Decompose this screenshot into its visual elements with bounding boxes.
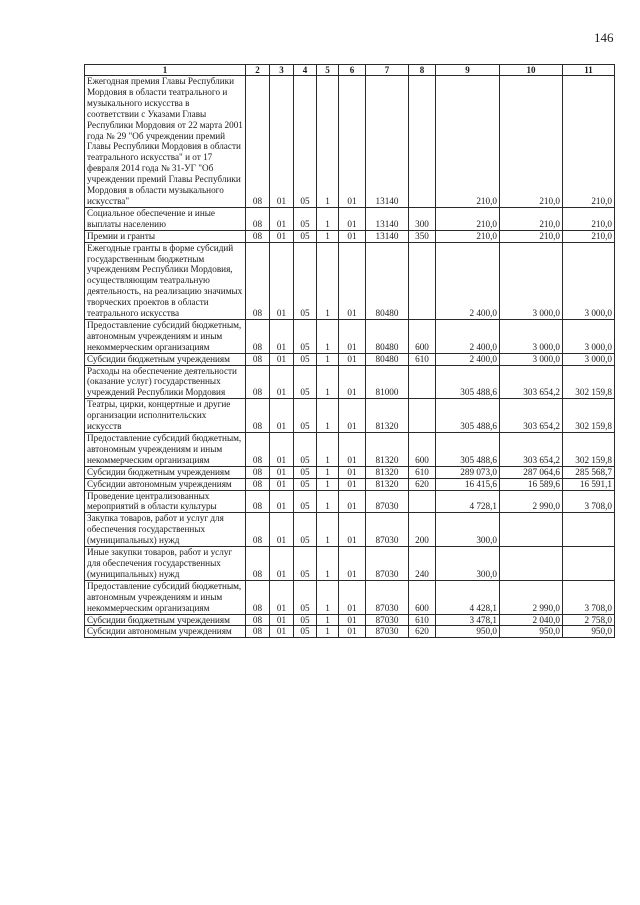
cell-c10: 3 000,0 — [500, 353, 563, 365]
cell-c5: 1 — [317, 207, 339, 230]
cell-c2: 08 — [246, 399, 270, 433]
cell-c11: 950,0 — [563, 626, 615, 638]
cell-c11: 302 159,8 — [563, 365, 615, 399]
column-header: 8 — [409, 65, 436, 76]
cell-c10 — [500, 513, 563, 547]
cell-c6: 01 — [339, 365, 366, 399]
cell-c4: 05 — [294, 76, 317, 208]
cell-c5: 1 — [317, 76, 339, 208]
table-row — [85, 353, 615, 365]
cell-c8: 600 — [409, 580, 436, 614]
cell-c6: 01 — [339, 319, 366, 353]
cell-c10: 16 589,6 — [500, 478, 563, 490]
cell-c2: 08 — [246, 76, 270, 208]
cell-c2: 08 — [246, 207, 270, 230]
cell-c3: 01 — [270, 399, 294, 433]
cell-c9: 210,0 — [436, 207, 500, 230]
cell-c4: 05 — [294, 490, 317, 513]
cell-c6: 01 — [339, 614, 366, 626]
cell-c2: 08 — [246, 242, 270, 319]
cell-c11: 210,0 — [563, 207, 615, 230]
cell-c5: 1 — [317, 353, 339, 365]
cell-c2: 08 — [246, 433, 270, 467]
row-name: Закупка товаров, работ и услуг для обеспечения государственных (муниципальных) нужд — [85, 513, 246, 547]
cell-c11: 210,0 — [563, 76, 615, 208]
cell-c5: 1 — [317, 230, 339, 242]
cell-c10: 303 654,2 — [500, 365, 563, 399]
table-header-row — [85, 65, 615, 76]
cell-c7: 87030 — [366, 580, 409, 614]
cell-c6: 01 — [339, 547, 366, 581]
row-name: Иные закупки товаров, работ и услуг для обеспечения государственных (муниципальных) нужд — [85, 547, 246, 581]
cell-c8 — [409, 76, 436, 208]
cell-c4: 05 — [294, 433, 317, 467]
cell-c10: 3 000,0 — [500, 242, 563, 319]
row-name: Субсидии бюджетным учреждениям — [85, 353, 246, 365]
cell-c4: 05 — [294, 365, 317, 399]
cell-c9: 2 400,0 — [436, 319, 500, 353]
cell-c10: 2 990,0 — [500, 580, 563, 614]
table-row — [85, 399, 615, 433]
cell-c5: 1 — [317, 580, 339, 614]
row-name: Субсидии автономным учреждениям — [85, 478, 246, 490]
cell-c8: 600 — [409, 319, 436, 353]
cell-c6: 01 — [339, 490, 366, 513]
cell-c10: 210,0 — [500, 76, 563, 208]
row-name: Премии и гранты — [85, 230, 246, 242]
cell-c11: 302 159,8 — [563, 433, 615, 467]
cell-c4: 05 — [294, 242, 317, 319]
cell-c8 — [409, 365, 436, 399]
table-row — [85, 242, 615, 319]
cell-c9: 210,0 — [436, 230, 500, 242]
cell-c7: 13140 — [366, 230, 409, 242]
cell-c8 — [409, 242, 436, 319]
column-header: 5 — [317, 65, 339, 76]
cell-c9: 2 400,0 — [436, 242, 500, 319]
cell-c8: 350 — [409, 230, 436, 242]
cell-c9: 305 488,6 — [436, 365, 500, 399]
column-header: 4 — [294, 65, 317, 76]
cell-c3: 01 — [270, 626, 294, 638]
cell-c4: 05 — [294, 207, 317, 230]
row-name: Субсидии автономным учреждениям — [85, 626, 246, 638]
cell-c5: 1 — [317, 490, 339, 513]
table-row — [85, 580, 615, 614]
table-row — [85, 466, 615, 478]
cell-c7: 87030 — [366, 614, 409, 626]
cell-c7: 81000 — [366, 365, 409, 399]
cell-c10: 950,0 — [500, 626, 563, 638]
cell-c5: 1 — [317, 466, 339, 478]
cell-c7: 80480 — [366, 353, 409, 365]
cell-c7: 87030 — [366, 490, 409, 513]
cell-c7: 13140 — [366, 207, 409, 230]
cell-c2: 08 — [246, 478, 270, 490]
cell-c3: 01 — [270, 580, 294, 614]
cell-c2: 08 — [246, 466, 270, 478]
cell-c4: 05 — [294, 626, 317, 638]
cell-c2: 08 — [246, 626, 270, 638]
cell-c5: 1 — [317, 513, 339, 547]
row-name: Театры, цирки, концертные и другие организации исполнительских искусств — [85, 399, 246, 433]
cell-c11: 210,0 — [563, 230, 615, 242]
cell-c8: 300 — [409, 207, 436, 230]
cell-c4: 05 — [294, 614, 317, 626]
cell-c2: 08 — [246, 547, 270, 581]
cell-c8 — [409, 490, 436, 513]
row-name: Расходы на обеспечение деятельности (оказание услуг) государственных учреждений Республики Мордовия — [85, 365, 246, 399]
cell-c6: 01 — [339, 580, 366, 614]
table-row — [85, 490, 615, 513]
cell-c2: 08 — [246, 513, 270, 547]
cell-c6: 01 — [339, 626, 366, 638]
cell-c9: 305 488,6 — [436, 433, 500, 467]
table-row — [85, 614, 615, 626]
cell-c8: 240 — [409, 547, 436, 581]
cell-c8: 200 — [409, 513, 436, 547]
cell-c3: 01 — [270, 478, 294, 490]
cell-c6: 01 — [339, 513, 366, 547]
cell-c6: 01 — [339, 242, 366, 319]
cell-c7: 81320 — [366, 433, 409, 467]
cell-c3: 01 — [270, 76, 294, 208]
cell-c9: 210,0 — [436, 76, 500, 208]
cell-c6: 01 — [339, 433, 366, 467]
table-row — [85, 478, 615, 490]
column-header: 11 — [563, 65, 615, 76]
cell-c3: 01 — [270, 513, 294, 547]
column-header: 1 — [85, 65, 246, 76]
cell-c6: 01 — [339, 207, 366, 230]
cell-c6: 01 — [339, 466, 366, 478]
table-row — [85, 513, 615, 547]
budget-table — [84, 64, 615, 638]
cell-c4: 05 — [294, 547, 317, 581]
cell-c11: 3 000,0 — [563, 242, 615, 319]
cell-c5: 1 — [317, 478, 339, 490]
table-row — [85, 230, 615, 242]
cell-c3: 01 — [270, 466, 294, 478]
cell-c7: 13140 — [366, 76, 409, 208]
cell-c8: 610 — [409, 353, 436, 365]
row-name: Социальное обеспечение и иные выплаты населению — [85, 207, 246, 230]
table-row — [85, 433, 615, 467]
cell-c3: 01 — [270, 614, 294, 626]
cell-c3: 01 — [270, 433, 294, 467]
table-row — [85, 319, 615, 353]
row-name: Ежегодная премия Главы Республики Мордовия в области театрального и музыкального искусства в соответствии с Указами Главы Республики Мордовия от 22 марта 2001 года № 29 "Об учреждении премий Главы Республики Мордовия в области театрального искусства" и от 17 февраля 2014 года № 31-УГ "Об учреждении премий Главы Республики Мордовия в области музыкального искусства" — [85, 76, 246, 208]
cell-c2: 08 — [246, 614, 270, 626]
column-header: 3 — [270, 65, 294, 76]
column-header: 9 — [436, 65, 500, 76]
cell-c5: 1 — [317, 547, 339, 581]
cell-c4: 05 — [294, 319, 317, 353]
cell-c10: 2 990,0 — [500, 490, 563, 513]
cell-c7: 87030 — [366, 626, 409, 638]
cell-c11: 16 591,1 — [563, 478, 615, 490]
cell-c10 — [500, 547, 563, 581]
cell-c3: 01 — [270, 207, 294, 230]
cell-c4: 05 — [294, 466, 317, 478]
cell-c6: 01 — [339, 353, 366, 365]
cell-c9: 2 400,0 — [436, 353, 500, 365]
cell-c9: 3 478,1 — [436, 614, 500, 626]
cell-c8: 600 — [409, 433, 436, 467]
cell-c2: 08 — [246, 230, 270, 242]
cell-c6: 01 — [339, 76, 366, 208]
cell-c3: 01 — [270, 230, 294, 242]
table-row — [85, 365, 615, 399]
cell-c4: 05 — [294, 478, 317, 490]
page-number: 146 — [594, 30, 614, 45]
cell-c4: 05 — [294, 399, 317, 433]
cell-c8: 610 — [409, 466, 436, 478]
cell-c7: 81320 — [366, 399, 409, 433]
row-name: Ежегодные гранты в форме субсидий государственным бюджетным учреждениям Республики Мордовия, осуществляющим театральную деятельность, на реализацию значимых творческих проектов в области театрального искусства — [85, 242, 246, 319]
cell-c2: 08 — [246, 580, 270, 614]
cell-c11: 302 159,8 — [563, 399, 615, 433]
cell-c9: 4 428,1 — [436, 580, 500, 614]
cell-c5: 1 — [317, 399, 339, 433]
cell-c10: 303 654,2 — [500, 399, 563, 433]
cell-c7: 81320 — [366, 478, 409, 490]
cell-c2: 08 — [246, 365, 270, 399]
cell-c8: 620 — [409, 626, 436, 638]
cell-c10: 3 000,0 — [500, 319, 563, 353]
cell-c10: 303 654,2 — [500, 433, 563, 467]
cell-c4: 05 — [294, 580, 317, 614]
cell-c5: 1 — [317, 319, 339, 353]
row-name: Субсидии бюджетным учреждениям — [85, 614, 246, 626]
row-name: Предоставление субсидий бюджетным, автономным учреждениям и иным некоммерческим организациям — [85, 433, 246, 467]
cell-c8: 610 — [409, 614, 436, 626]
cell-c2: 08 — [246, 490, 270, 513]
table-row — [85, 547, 615, 581]
cell-c7: 87030 — [366, 513, 409, 547]
cell-c8: 620 — [409, 478, 436, 490]
cell-c3: 01 — [270, 490, 294, 513]
cell-c9: 16 415,6 — [436, 478, 500, 490]
cell-c10: 210,0 — [500, 230, 563, 242]
cell-c5: 1 — [317, 433, 339, 467]
cell-c6: 01 — [339, 399, 366, 433]
cell-c9: 950,0 — [436, 626, 500, 638]
table-row — [85, 626, 615, 638]
table-row — [85, 207, 615, 230]
cell-c11: 2 758,0 — [563, 614, 615, 626]
cell-c7: 80480 — [366, 319, 409, 353]
cell-c7: 80480 — [366, 242, 409, 319]
cell-c7: 81320 — [366, 466, 409, 478]
cell-c9: 4 728,1 — [436, 490, 500, 513]
row-name: Предоставление субсидий бюджетным, автономным учреждениям и иным некоммерческим организациям — [85, 580, 246, 614]
cell-c5: 1 — [317, 365, 339, 399]
cell-c5: 1 — [317, 614, 339, 626]
cell-c5: 1 — [317, 626, 339, 638]
cell-c11: 3 708,0 — [563, 580, 615, 614]
cell-c3: 01 — [270, 353, 294, 365]
cell-c9: 300,0 — [436, 513, 500, 547]
cell-c4: 05 — [294, 230, 317, 242]
cell-c6: 01 — [339, 478, 366, 490]
cell-c10: 287 064,6 — [500, 466, 563, 478]
cell-c3: 01 — [270, 365, 294, 399]
cell-c3: 01 — [270, 242, 294, 319]
cell-c11: 3 000,0 — [563, 353, 615, 365]
cell-c2: 08 — [246, 319, 270, 353]
row-name: Проведение централизованных мероприятий в области культуры — [85, 490, 246, 513]
cell-c4: 05 — [294, 513, 317, 547]
cell-c3: 01 — [270, 319, 294, 353]
row-name: Предоставление субсидий бюджетным, автономным учреждениям и иным некоммерческим организациям — [85, 319, 246, 353]
cell-c6: 01 — [339, 230, 366, 242]
cell-c11: 3 000,0 — [563, 319, 615, 353]
cell-c10: 2 040,0 — [500, 614, 563, 626]
column-header: 2 — [246, 65, 270, 76]
cell-c9: 305 488,6 — [436, 399, 500, 433]
cell-c11: 285 568,7 — [563, 466, 615, 478]
cell-c9: 289 073,0 — [436, 466, 500, 478]
cell-c3: 01 — [270, 547, 294, 581]
cell-c5: 1 — [317, 242, 339, 319]
cell-c4: 05 — [294, 353, 317, 365]
column-header: 10 — [500, 65, 563, 76]
column-header: 6 — [339, 65, 366, 76]
cell-c11 — [563, 513, 615, 547]
cell-c11 — [563, 547, 615, 581]
cell-c9: 300,0 — [436, 547, 500, 581]
cell-c10: 210,0 — [500, 207, 563, 230]
column-header: 7 — [366, 65, 409, 76]
cell-c8 — [409, 399, 436, 433]
cell-c11: 3 708,0 — [563, 490, 615, 513]
cell-c7: 87030 — [366, 547, 409, 581]
table-row — [85, 76, 615, 208]
row-name: Субсидии бюджетным учреждениям — [85, 466, 246, 478]
cell-c2: 08 — [246, 353, 270, 365]
